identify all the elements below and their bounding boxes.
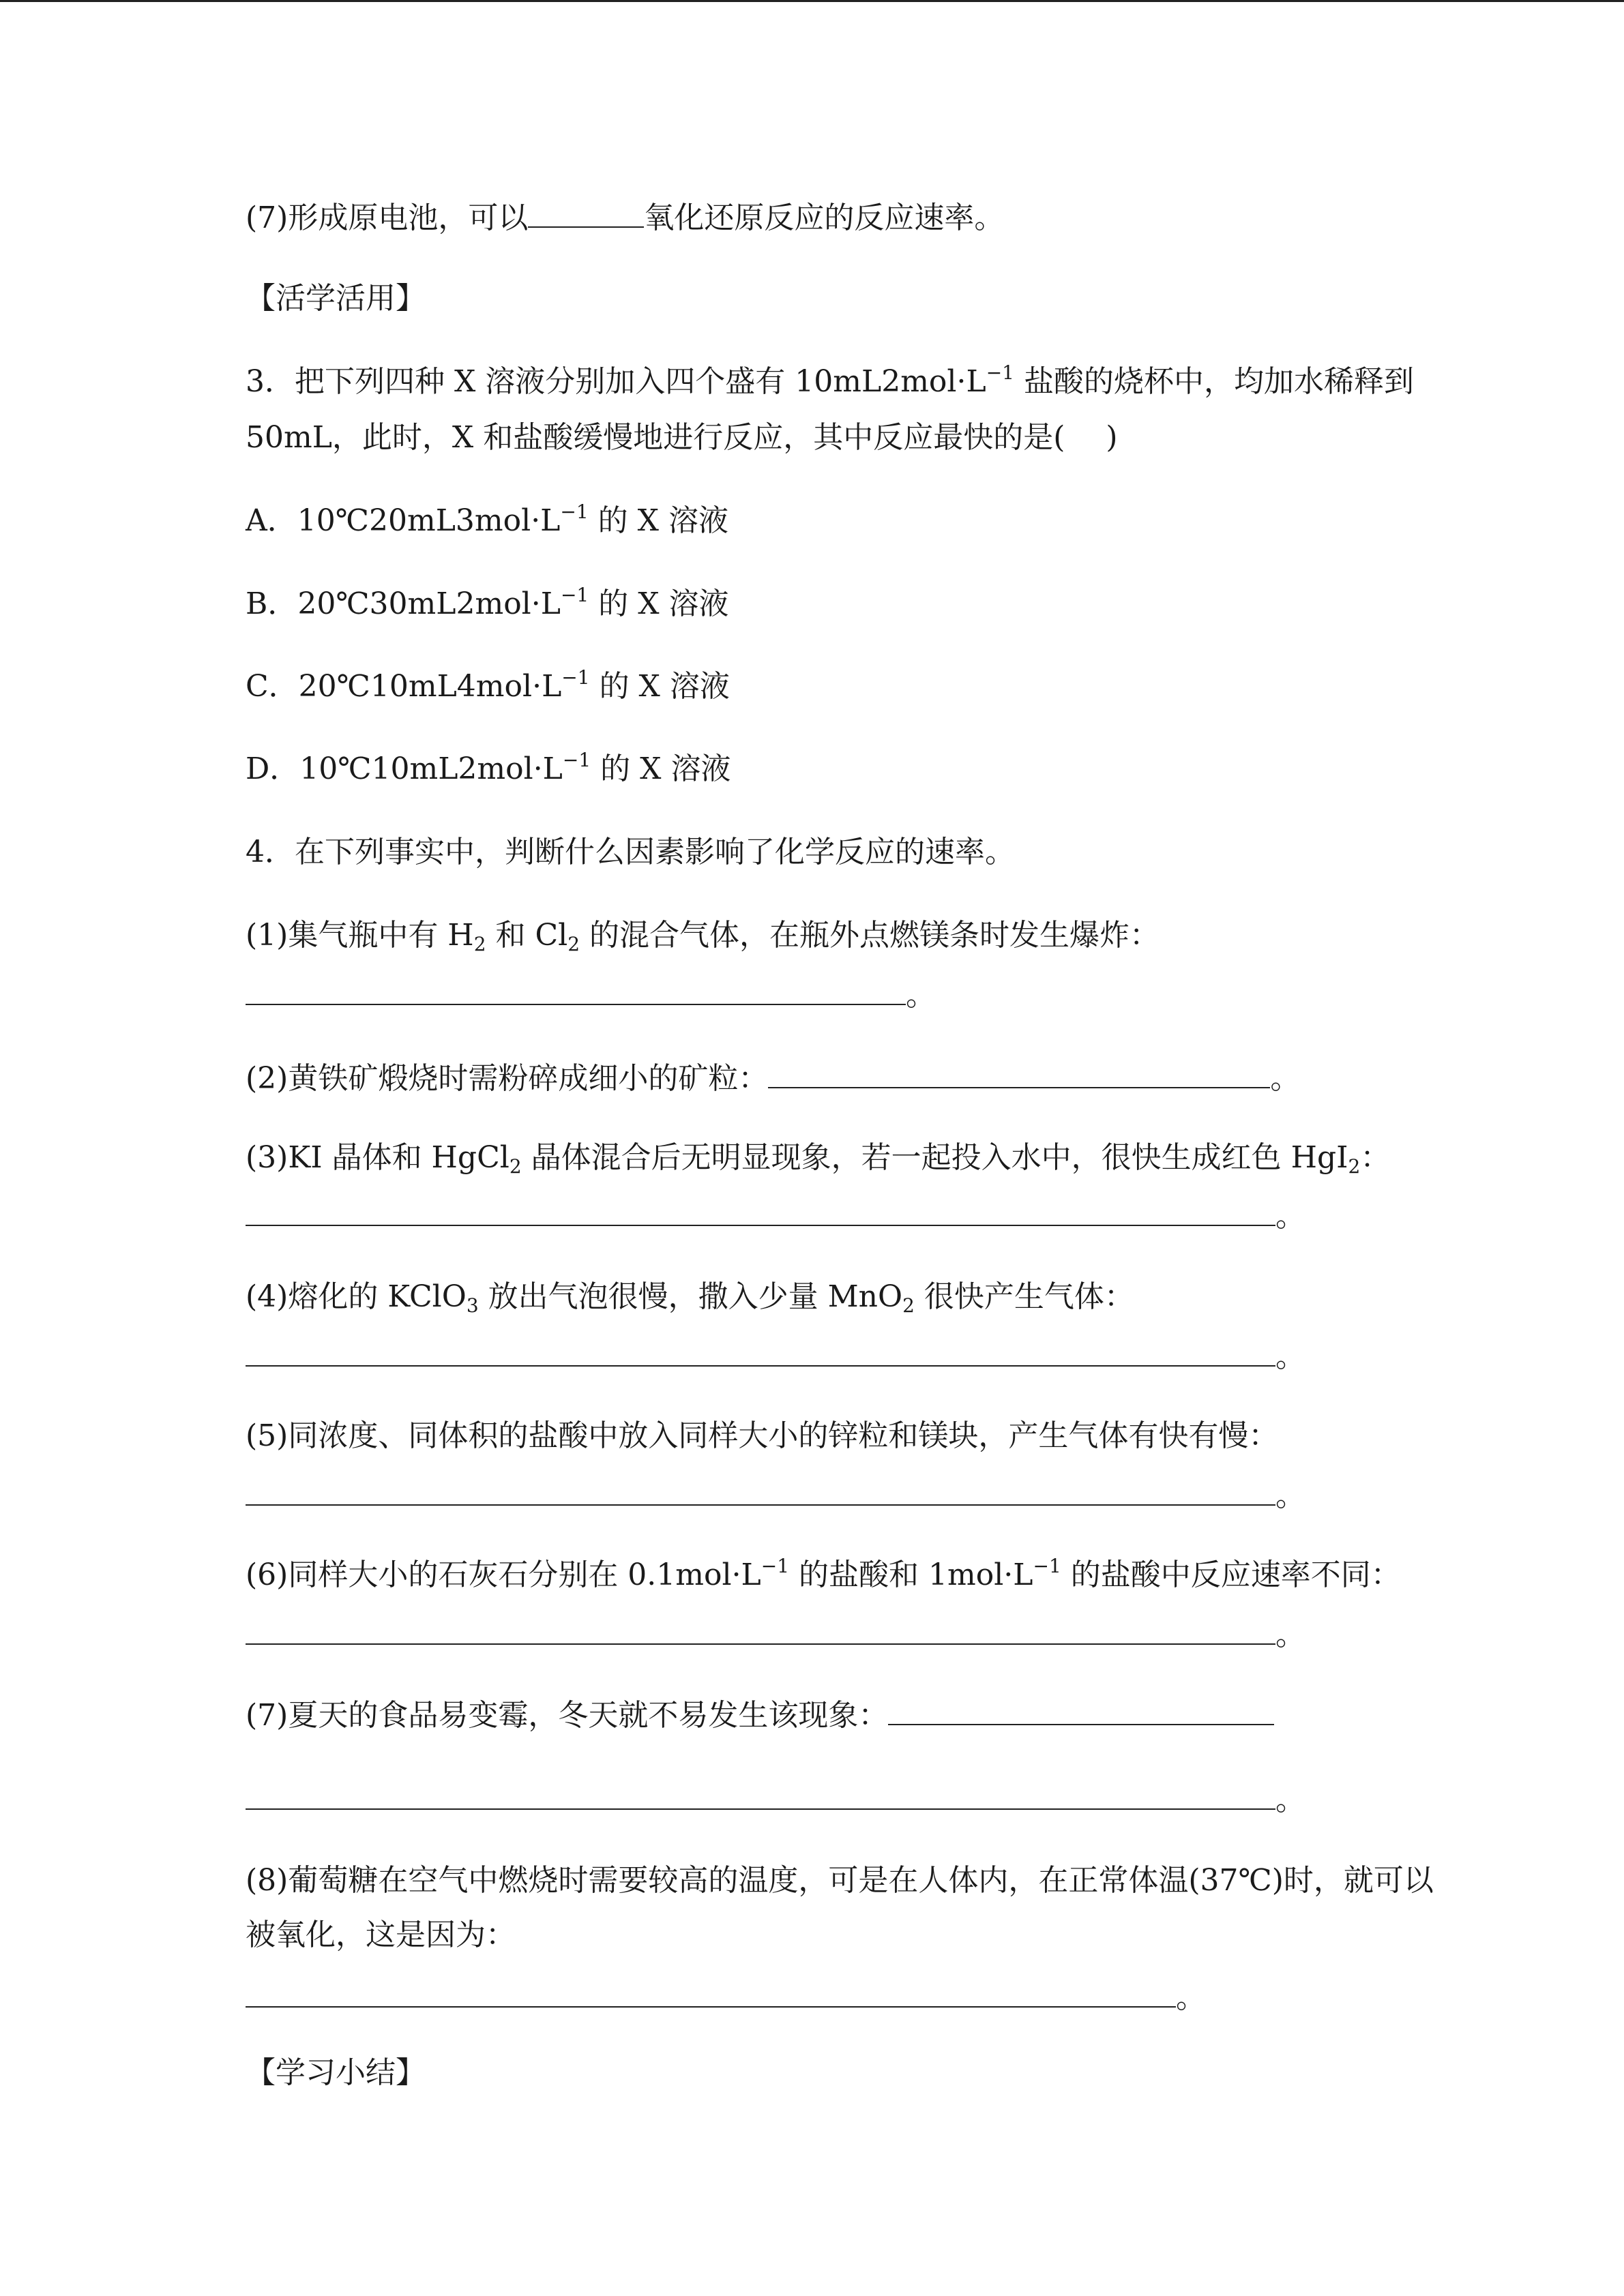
q4-part-2 xyxy=(246,1057,1300,1099)
q4p3-answer-blank[interactable] xyxy=(246,1195,1275,1226)
option-a-tail: 的 X 溶液 xyxy=(588,503,728,538)
top-border xyxy=(0,0,1624,2)
option-c[interactable] xyxy=(246,666,730,707)
q4-part-8-line-2: 被氧化，这是因为： xyxy=(246,1918,516,1952)
q4p5-answer-blank[interactable] xyxy=(246,1474,1275,1506)
q4p6-text-a: (6)同样大小的石灰石分别在 0.1mol·L xyxy=(246,1557,761,1592)
option-a[interactable] xyxy=(246,501,728,541)
q4p1-text-c: 的混合气体，在瓶外点燃镁条时发生爆炸： xyxy=(580,918,1160,953)
period: 。 xyxy=(1275,1199,1305,1234)
q4p4-text-a: (4)熔化的 KClO xyxy=(246,1279,467,1314)
period: 。 xyxy=(1275,1617,1305,1652)
q4p6-answer-blank[interactable] xyxy=(246,1613,1275,1645)
q3-text-c: 50mL，此时，X 和盐酸缓慢地进行反应，其中反应最快的是( xyxy=(246,420,1065,455)
q3-sup: −1 xyxy=(986,361,1014,384)
q4p2-answer-blank[interactable] xyxy=(768,1057,1270,1088)
q4p1-sub-2: 2 xyxy=(567,933,580,955)
q4p6-text-c: 的盐酸中反应速率不同： xyxy=(1061,1557,1401,1592)
q4p1-text-b: 和 Cl xyxy=(486,918,568,953)
q4-part-1 xyxy=(246,915,1160,956)
q3-text-a: 3．把下列四种 X 溶液分别加入四个盛有 10mL2mol·L xyxy=(246,364,986,399)
question-4-stem: 4．在下列事实中，判断什么因素影响了化学反应的速率。 xyxy=(246,835,1015,869)
option-a-main: A．10℃20mL3mol·L xyxy=(246,503,561,538)
q4p6-answer-row xyxy=(246,1613,1305,1654)
q4p1-answer-row xyxy=(246,974,936,1015)
q4p4-answer-blank[interactable] xyxy=(246,1335,1275,1367)
q4p5-text-a: (5)同浓度、同体积的盐酸中放入同样大小的锌粒和镁块，产生气体有快有慢： xyxy=(246,1418,1279,1453)
option-b-main: B．20℃30mL2mol·L xyxy=(246,586,561,621)
q7-prev-text-a: (7)形成原电池，可以 xyxy=(246,200,529,235)
q4p7-answer-blank-1[interactable] xyxy=(888,1694,1274,1725)
period: 。 xyxy=(906,978,936,1013)
option-d-sup: −1 xyxy=(562,749,591,771)
option-c-sup: −1 xyxy=(561,666,590,689)
q4p1-text-a: (1)集气瓶中有 H xyxy=(246,918,474,953)
period: 。 xyxy=(1275,1339,1305,1374)
q4p6-text-b: 的盐酸和 1mol·L xyxy=(789,1557,1033,1592)
option-b[interactable] xyxy=(246,584,729,625)
q4p3-answer-row xyxy=(246,1195,1305,1236)
q4p6-sup-1: −1 xyxy=(761,1555,790,1577)
q4p4-sub-2: 2 xyxy=(902,1294,915,1317)
question-3-line-2 xyxy=(246,417,1118,458)
q4p3-text-b: 晶体混合后无明显现象，若一起投入水中，很快生成红色 HgI xyxy=(521,1140,1348,1175)
q4p7-answer-row xyxy=(246,1778,1305,1819)
period: 。 xyxy=(1270,1061,1301,1096)
option-b-sup: −1 xyxy=(560,584,589,606)
q4p3-text-c: ： xyxy=(1360,1140,1391,1175)
option-c-tail: 的 X 溶液 xyxy=(589,669,730,704)
q4p7-answer-blank-2[interactable] xyxy=(246,1778,1275,1810)
period: 。 xyxy=(1176,1980,1206,2015)
option-c-main: C．20℃10mL4mol·L xyxy=(246,669,562,704)
q4-part-7 xyxy=(246,1694,1274,1736)
answer-blank[interactable] xyxy=(528,196,644,228)
q4p8-answer-row xyxy=(246,1976,1206,2017)
section-heading-summary: 【学习小结】 xyxy=(246,2055,426,2090)
q4p7-text-a: (7)夏天的食品易变霉，冬天就不易发生该现象： xyxy=(246,1698,889,1733)
q4p1-answer-blank[interactable] xyxy=(246,974,906,1005)
q4p1-sub-1: 2 xyxy=(473,933,486,955)
question-7-prev xyxy=(246,196,1004,239)
q3-text-b: 盐酸的烧杯中，均加水稀释到 xyxy=(1014,364,1414,399)
q4p4-text-b: 放出气泡很慢，撒入少量 MnO xyxy=(478,1279,903,1314)
q4p6-sup-2: −1 xyxy=(1033,1555,1061,1577)
q4-part-8-line-1: (8)葡萄糖在空气中燃烧时需要较高的温度，可是在人体内，在正常体温(37℃)时，就可以 xyxy=(246,1863,1434,1898)
q4p2-text-a: (2)黄铁矿煅烧时需粉碎成细小的矿粒： xyxy=(246,1061,769,1096)
q4-part-6 xyxy=(246,1555,1401,1596)
q4p3-sub-1: 2 xyxy=(509,1155,522,1178)
q4-part-5 xyxy=(246,1416,1278,1457)
option-d-tail: 的 X 溶液 xyxy=(591,751,731,786)
option-d-main: D．10℃10mL2mol·L xyxy=(246,751,563,786)
q4p3-text-a: (3)KI 晶体和 HgCl xyxy=(246,1140,510,1175)
q3-text-d: ) xyxy=(1106,420,1118,455)
q4p3-sub-2: 2 xyxy=(1348,1155,1361,1178)
q4p4-answer-row xyxy=(246,1335,1305,1376)
q4-part-3 xyxy=(246,1137,1390,1178)
q4p4-sub-1: 3 xyxy=(466,1294,479,1317)
option-b-tail: 的 X 溶液 xyxy=(589,586,729,621)
q4-part-4 xyxy=(246,1277,1134,1317)
q7-prev-text-b: 氧化还原反应的反应速率。 xyxy=(644,200,1005,235)
option-a-sup: −1 xyxy=(560,501,589,523)
period: 。 xyxy=(1275,1478,1305,1513)
period: 。 xyxy=(1275,1783,1305,1817)
question-3-line-1 xyxy=(246,361,1414,402)
option-d[interactable] xyxy=(246,749,730,790)
q4p4-text-c: 很快产生气体： xyxy=(914,1279,1134,1314)
q4p8-answer-blank[interactable] xyxy=(246,1976,1176,2008)
section-heading-apply: 【活学活用】 xyxy=(246,281,426,316)
q4p5-answer-row xyxy=(246,1474,1305,1515)
